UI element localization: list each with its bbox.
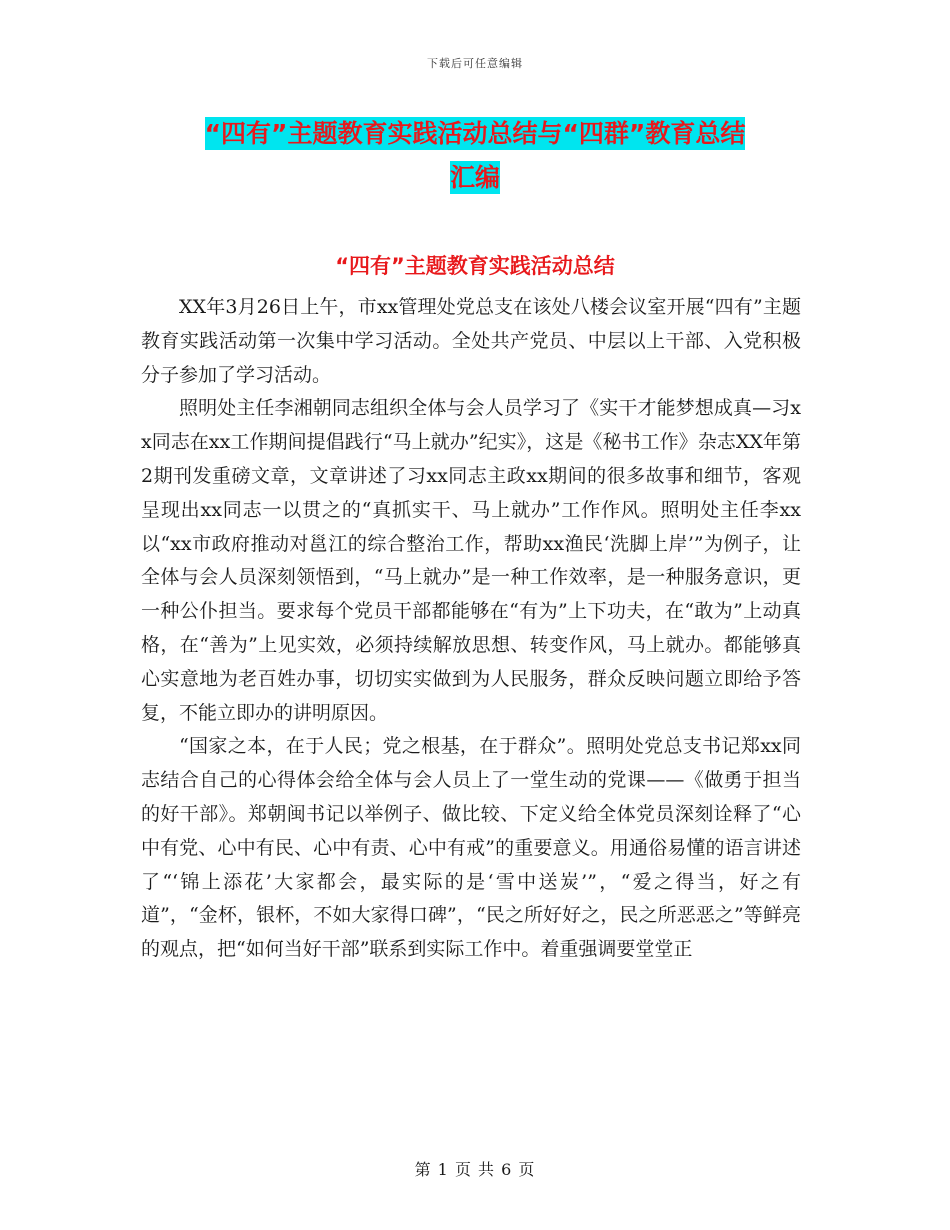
document-title-line2: 汇编 xyxy=(449,163,500,192)
document-title xyxy=(140,112,810,200)
section-title: “四有”主题教育实践活动总结 xyxy=(335,254,615,278)
page-footer: 第 1 页 共 6 页 xyxy=(414,1160,536,1179)
document-body xyxy=(141,291,801,967)
paragraph: “国家之本，在于人民；党之根基，在于群众”。照明处党总支书记郑xx同志结合自己的心得体会给全体与会人员上了一堂生动的党课——《做勇于担当的好干部》。郑朝闽书记以举例子、做比较、下定义给全体党员深刻诠释了“心中有党、心中有民、心中有责、心中有戒”的重要意义。用通俗易懂的语言讲述了“‘锦上添花’大家都会，最实际的是‘雪中送炭’”，“爱之得当，好之有道”，“金杯，银杯，不如大家得口碑”，“民之所好好之，民之所恶恶之”等鲜亮的观点，把“如何当好干部”联系到实际工作中。着重强调要堂堂正 xyxy=(141,735,801,961)
paragraph: XX年3月26日上午，市xx管理处党总支在该处八楼会议室开展“四有”主题教育实践活动第一次集中学习活动。全处共产党员、中层以上干部、入党积极分子参加了学习活动。 xyxy=(141,296,801,386)
document-title-line1: “四有”主题教育实践活动总结与“四群”教育总结 xyxy=(204,119,746,148)
paragraph: 照明处主任李湘朝同志组织全体与会人员学习了《实干才能梦想成真—习xx同志在xx工作期间提倡践行“马上就办”纪实》，这是《秘书工作》杂志XX年第2期刊发重磅文章，文章讲述了习xx同志主政xx期间的很多故事和细节，客观呈现出xx同志一以贯之的“真抓实干、马上就办”工作作风。照明处主任李xx以“xx市政府推动对邕江的综合整治工作，帮助xx渔民‘洗脚上岸’”为例子，让全体与会人员深刻领悟到，“马上就办”是一种工作效率，是一种服务意识，更一种公仆担当。要求每个党员干部都能够在“有为”上下功夫，在“敢为”上动真格，在“善为”上见实效，必须持续解放思想、转变作风，马上就办。都能够真心实意地为老百姓办事，切切实实做到为人民服务，群众反映问题立即给予答复，不能立即办的讲明原因。 xyxy=(141,397,801,724)
header-note: 下载后可任意编辑 xyxy=(427,57,523,70)
